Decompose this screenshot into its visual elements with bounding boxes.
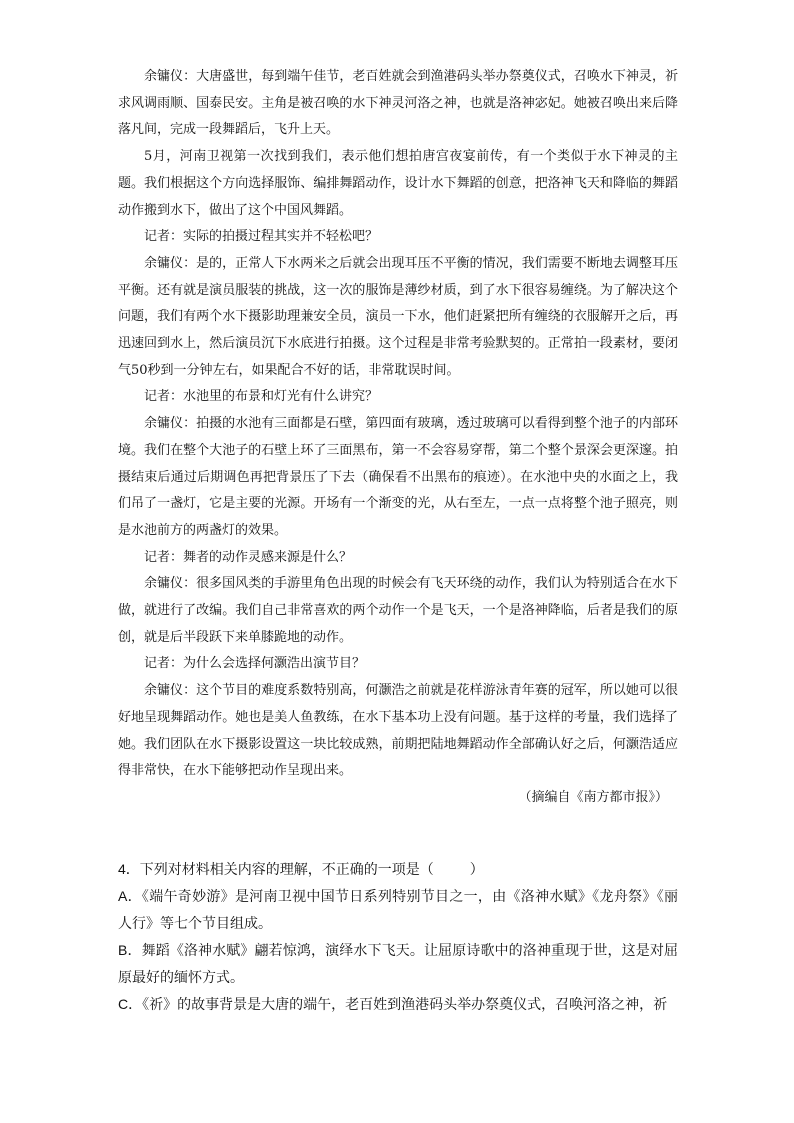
- article-paragraph: 余镛仪：很多国风类的手游里角色出现的时候会有飞天环绕的动作，我们认为特别适合在水下做，就进行了改编。我们自己非常喜欢的两个动作一个是飞天，一个是洛神降临，后者是我们的原创，就是后半段跃下来单膝跪地的动作。: [118, 576, 678, 645]
- reporter-question: 记者：水池里的布景和灯光有什么讲究？: [144, 389, 379, 405]
- reporter-question: 记者：为什么会选择何灏浩出演节目？: [144, 656, 366, 672]
- option-c: C．《祈》的故事背景是大唐的端午，老百姓到渔港码头举办祭奠仪式，召唤河洛之神，祈: [118, 996, 668, 1012]
- article-paragraph: 5月，河南卫视第一次找到我们，表示他们想拍唐宫夜宴前传，有一个类似于水下神灵的主题。我们根据这个方向选择服饰、编排舞蹈动作，设计水下舞蹈的创意，把洛神飞天和降临的舞蹈动作搬到水下，做出了这个中国风舞蹈。: [118, 149, 678, 218]
- option-b: B．舞蹈《洛神水赋》翩若惊鸿，演绎水下飞天。让屈原诗歌中的洛神重现于世，这是对屈原最好的缅怀方式。: [118, 942, 678, 985]
- article-body: [118, 64, 678, 812]
- option-a: A．《端午奇妙游》是河南卫视中国节日系列特别节目之一，由《洛神水赋》《龙舟祭》《丽人行》等七个节目组成。: [118, 888, 678, 931]
- question-block: [118, 856, 678, 1018]
- reporter-question: 记者：实际的拍摄过程其实并不轻松吧？: [144, 229, 379, 245]
- article-source: （摘编自《南方都市报》）: [518, 789, 668, 805]
- article-paragraph: 余镛仪：这个节目的难度系数特别高，何灏浩之前就是花样游泳青年赛的冠军，所以她可以很好地呈现舞蹈动作。她也是美人鱼教练，在水下基本功上没有问题。基于这样的考量，我们选择了她。我们团队在水下摄影设置这一块比较成熟，前期把陆地舞蹈动作全部确认好之后，何灏浩适应得非常快，在水下能够把动作呈现出来。: [118, 683, 678, 779]
- question-stem-close: ）: [469, 861, 484, 877]
- question-stem-text: 4．下列对材料相关内容的理解，不正确的一项是（: [118, 861, 434, 877]
- article-paragraph: 余镛仪：大唐盛世，每到端午佳节，老百姓就会到渔港码头举办祭奠仪式，召唤水下神灵，祈求风调雨顺、国泰民安。主角是被召唤的水下神灵河洛之神，也就是洛神宓妃。她被召唤出来后降落凡间，完成一段舞蹈后，飞升上天。: [118, 69, 678, 138]
- article-paragraph: 余镛仪：拍摄的水池有三面都是石壁，第四面有玻璃，透过玻璃可以看得到整个池子的内部环境。我们在整个大池子的石壁上环了三面黑布，第一不会容易穿帮，第二个整个景深会更深邃。拍摄结束后通过后期调色再把背景压了下去（确保看不出黑布的痕迹）。在水池中央的水面之上，我们吊了一盏灯，它是主要的光源。开场有一个渐变的光，从右至左，一点一点将整个池子照亮，则是水池前方的两盏灯的效果。: [118, 416, 678, 538]
- article-paragraph: 余镛仪：是的，正常人下水两米之后就会出现耳压不平衡的情况，我们需要不断地去调整耳压平衡。还有就是演员服装的挑战，这一次的服饰是薄纱材质，到了水下很容易缠绕。为了解决这个问题，我们有两个水下摄影助理兼安全员，演员一下水，他们赶紧把所有缠绕的衣服解开之后，再迅速回到水上，然后演员沉下水底进行拍摄。这个过程是非常考验默契的。正常拍一段素材，要闭气50秒到一分钟左右，如果配合不好的话，非常耽误时间。: [118, 255, 678, 378]
- question-stem: [118, 856, 678, 883]
- reporter-question: 记者：舞者的动作灵感来源是什么？: [144, 549, 353, 565]
